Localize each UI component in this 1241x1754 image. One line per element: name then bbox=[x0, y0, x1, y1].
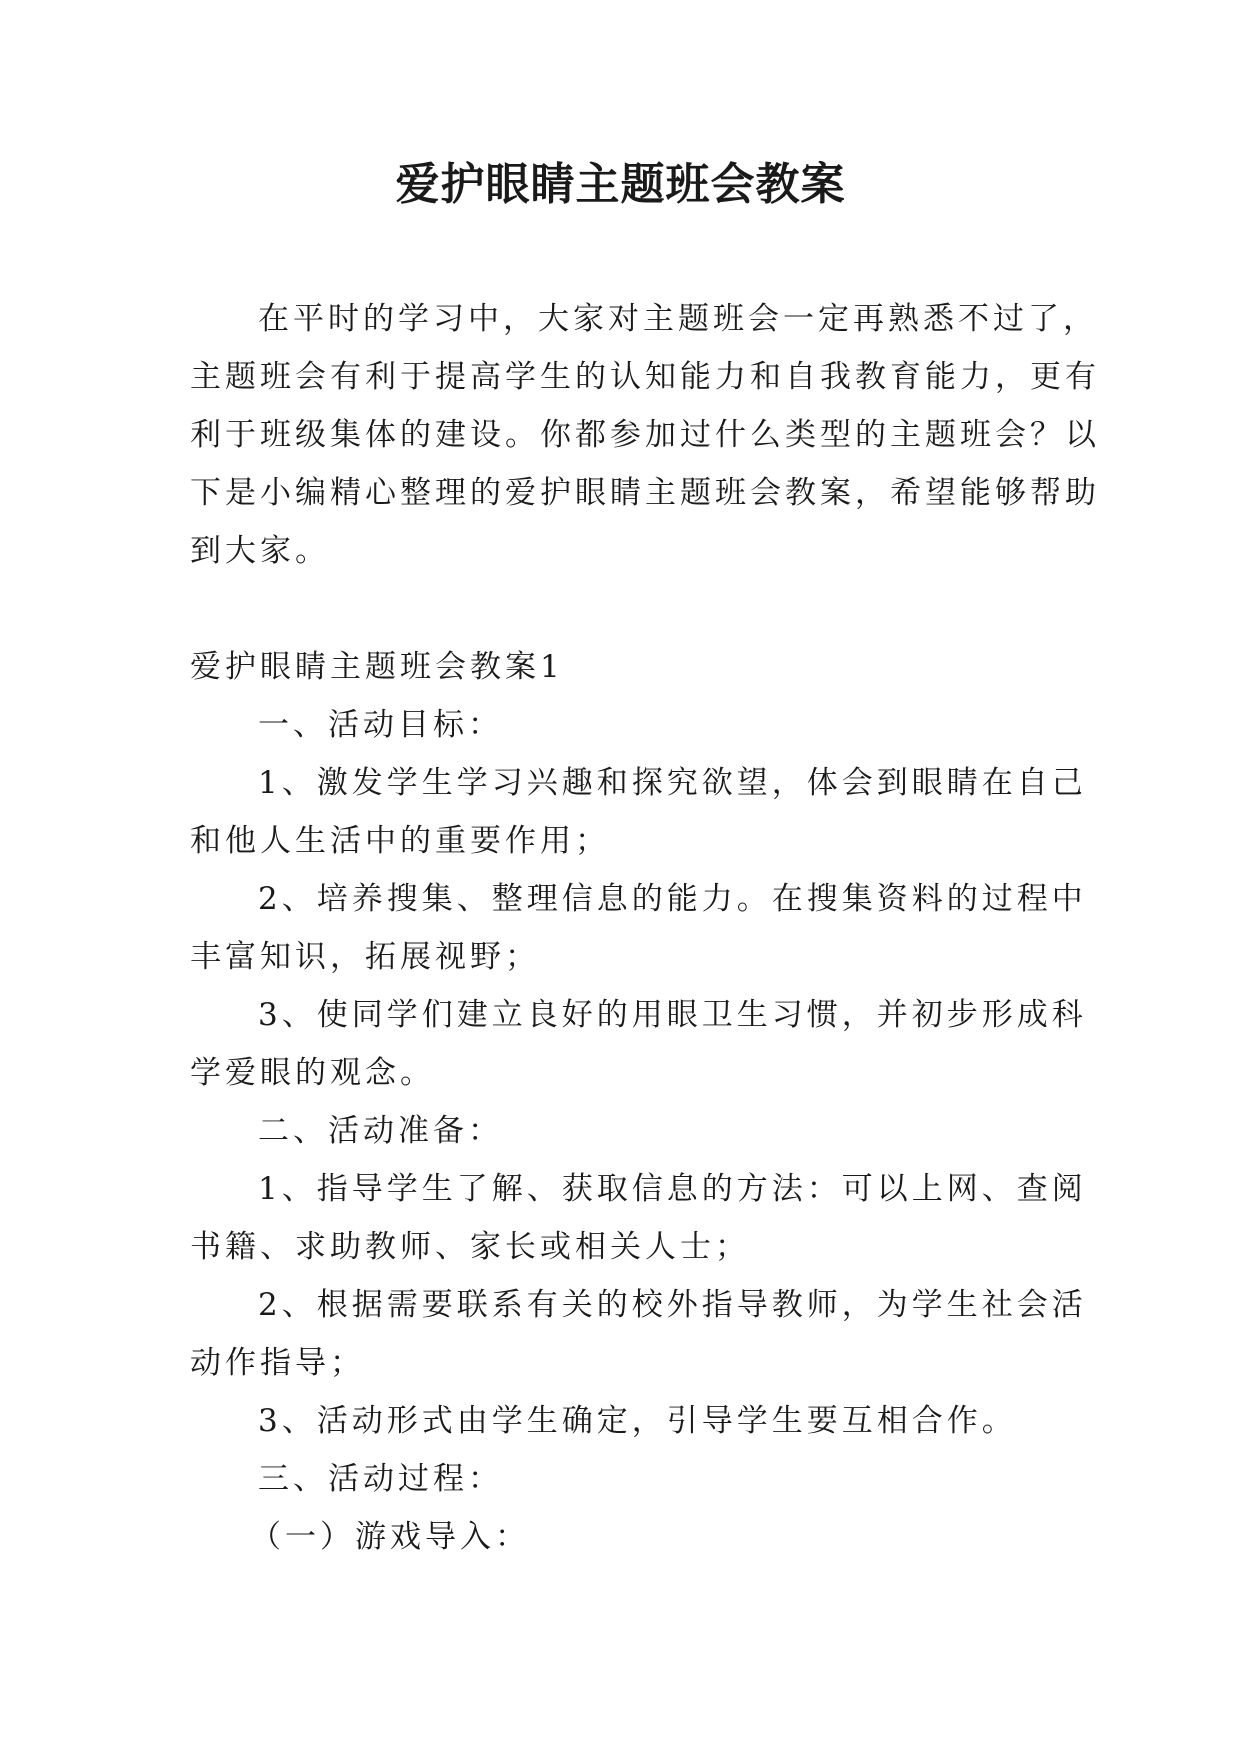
prep-item-1 bbox=[190, 1160, 1087, 1276]
section-title-text: 爱护眼睛主题班会教案1 bbox=[190, 649, 564, 685]
goals-heading-text: 一、活动目标： bbox=[258, 707, 503, 743]
prep-item-3 bbox=[190, 1392, 1070, 1450]
prep-item-2-line-1: 2、根据需要联系有关的校外指导教师，为学生社会活 bbox=[258, 1287, 1087, 1323]
goal-item-1 bbox=[190, 754, 1087, 870]
goal-item-1-line-1: 1、激发学生学习兴趣和探究欲望，体会到眼睛在自己 bbox=[258, 765, 1087, 801]
process-heading-text: 三、活动过程： bbox=[258, 1461, 503, 1497]
goal-item-3-line-2: 学爱眼的观念。 bbox=[190, 1055, 435, 1091]
goal-item-2-line-1: 2、培养搜集、整理信息的能力。在搜集资料的过程中 bbox=[258, 881, 1087, 917]
prep-heading-text: 二、活动准备： bbox=[258, 1113, 503, 1149]
intro-line-5: 到大家。 bbox=[190, 533, 330, 569]
goal-item-2-line-2: 丰富知识，拓展视野； bbox=[190, 939, 540, 975]
goals-heading bbox=[190, 696, 1070, 754]
process-item-1 bbox=[190, 1508, 1070, 1566]
intro-line-2: 主题班会有利于提高学生的认知能力和自我教育能力，更有 bbox=[190, 359, 1100, 395]
goal-item-3-line-1: 3、使同学们建立良好的用眼卫生习惯，并初步形成科 bbox=[258, 997, 1087, 1033]
prep-item-2-line-2: 动作指导； bbox=[190, 1345, 365, 1381]
process-item-1-text: （一）游戏导入： bbox=[250, 1519, 530, 1555]
goal-item-1-line-2: 和他人生活中的重要作用； bbox=[190, 823, 610, 859]
intro-paragraph bbox=[190, 290, 1100, 580]
prep-item-1-line-2: 书籍、求助教师、家长或相关人士； bbox=[190, 1229, 750, 1265]
document-title: 爱护眼睛主题班会教案 bbox=[395, 159, 846, 210]
process-heading bbox=[190, 1450, 1070, 1508]
intro-line-3: 利于班级集体的建设。你都参加过什么类型的主题班会？以 bbox=[190, 417, 1100, 453]
intro-line-4: 下是小编精心整理的爱护眼睛主题班会教案，希望能够帮助 bbox=[190, 475, 1100, 511]
prep-item-1-line-1: 1、指导学生了解、获取信息的方法：可以上网、查阅 bbox=[258, 1171, 1087, 1207]
prep-item-3-text: 3、活动形式由学生确定，引导学生要互相合作。 bbox=[258, 1403, 1017, 1439]
goal-item-3 bbox=[190, 986, 1087, 1102]
prep-item-2 bbox=[190, 1276, 1087, 1392]
goal-item-2 bbox=[190, 870, 1087, 986]
intro-line-1: 在平时的学习中，大家对主题班会一定再熟悉不过了， bbox=[258, 301, 1098, 337]
prep-heading bbox=[190, 1102, 1070, 1160]
section-title bbox=[190, 638, 1070, 696]
